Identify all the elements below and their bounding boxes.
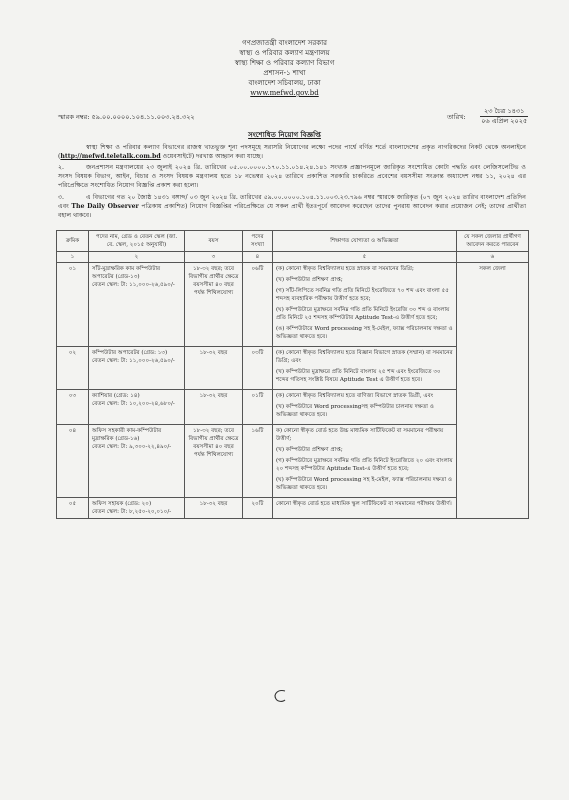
column-number-row xyxy=(57,252,529,263)
memo-number: স্মারক নম্বর: ৫৯.০০.০০০০.১০৪.১১.০০৩.২৪.৩২২ xyxy=(58,113,195,121)
paragraph-2-number: ২. xyxy=(58,164,64,171)
header-line-government: গণপ্রজাতন্ত্রী বাংলাদেশ সরকার xyxy=(242,39,327,47)
post-name: সাঁট-মুদ্রাক্ষরিক কাম কম্পিউটার অপারেটর (গ্রেড-১৩) xyxy=(92,266,161,280)
paragraph-2-text: জনপ্রশাসন মন্ত্রণালয়ের ২৩ জুলাই ২০২৪ খ্রি. তারিখের ০৫.০০.০০০০.১৭০.১১.০১৪.২৪.১৪১ সংখ্যক প্রজ্ঞাপনমূলে জারিকৃত সংশোধিত কোটা পদ্ধতি এবং লেজিসলেটিভ ও সংসদ বিষয়ক বিভাগ, আইন, বিচার ও সংসদ বিষয়ক মন্ত্রণালয় হতে ১৮ নভেম্বর ২০২৪ তারিখে প্রকাশিত সরকারি চাকরিতে প্রবেশের বয়সসীমা সংক্রান্ত অধ্যাদেশ নম্বর ১১, ২০২৪ এর পরিপ্রেক্ষিতে সংশোধিত নিয়োগ বিজ্ঞপ্তি প্রকাশ করা হলো। xyxy=(58,164,526,189)
post-scale: বেতন স্কেল: টা: ৯,৩০০-২২,৪৯০/- xyxy=(92,444,172,450)
date-block xyxy=(480,107,528,126)
post-scale: বেতন স্কেল: টা: ১০,২০০-২৪,৬৮০/- xyxy=(92,401,175,407)
header-qualification: শিক্ষাগত যোগ্যতা ও অভিজ্ঞতা xyxy=(273,231,457,252)
handwritten-initial-icon xyxy=(270,688,292,704)
header-district: যে সকল জেলার প্রার্থীগণ আবেদন করতে পারবেন xyxy=(457,231,529,252)
header-line-division: স্বাস্থ্য শিক্ষা ও পরিবার কল্যাণ বিভাগ xyxy=(234,59,335,67)
paragraph-1-tail: ওয়েবসাইটে) দরখাস্ত আহ্বান করা যাচ্ছে। xyxy=(160,153,263,160)
newspaper-name: The Daily Observer xyxy=(71,203,139,210)
qualification-item: (গ) কম্পিউটারে মুদ্রাক্ষরে সর্বনিম্ন গতি প্রতি মিনিটে ইংরেজিতে ২০ এবং বাংলায় ২০ শব্দসহ কম্পিউটার Aptitude Test-এ উত্তীর্ণ হতে হবে; xyxy=(276,458,453,472)
row-serial: ০৩ xyxy=(57,390,89,425)
qualification-item: (ক) কোনো স্বীকৃত বিশ্ববিদ্যালয় হতে বাণিজ্য বিভাগে স্নাতক ডিগ্রী, এবং xyxy=(276,393,434,399)
qualification-item: (ঘ) কম্পিউটারে মুদ্রাক্ষরে সর্বনিম্ন গতি প্রতি মিনিটে ইংরেজি ৩০ শব্দ ও বাংলায় প্রতি মিনিটে ২৫ শব্দসহ কম্পিউটার Aptitude Test-এ উত্তীর্ণ হতে হবে; xyxy=(276,307,450,321)
column-number: ৬ xyxy=(457,252,529,263)
header-post: পদের নাম, গ্রেড ও বেতন স্কেল (জা. বে. স্কেল, ২০১৫ অনুযায়ী) xyxy=(89,231,185,252)
row-serial: ০৫ xyxy=(57,498,89,519)
post-scale: বেতন স্কেল: টা: ১১,০০০-২৬,৫৯০/- xyxy=(92,282,175,288)
row-post xyxy=(89,347,185,390)
row-qualification xyxy=(273,498,457,519)
qualification-item: (ঘ) কম্পিউটারে Word processing সহ ই-মেইল, ফ্যাক্স পরিচালনায় দক্ষতা ও অভিজ্ঞতা থাকতে হবে। xyxy=(276,477,452,491)
paragraph-3-number: ৩. xyxy=(58,194,64,201)
row-count: ১৬টি xyxy=(243,425,273,498)
recruitment-table xyxy=(56,230,529,519)
row-age: ১৮-৩২ বছর; তবে বিভাগীয় প্রার্থীর ক্ষেত্রে বয়সসীমা ৪০ বছর পর্যন্ত শিথিলযোগ্য xyxy=(185,263,243,347)
row-serial: ০৪ xyxy=(57,425,89,498)
paragraph-3-text-b: পত্রিকায় প্রকাশিত) নিয়োগ বিজ্ঞপ্তির পরিপ্রেক্ষিতে যে সকল প্রার্থী ইতঃপূর্বে আবেদন করেছেন তাদের পুনরায় আবেদন করার প্রয়োজন নেই; তাদের প্রার্থীতা বহাল থাকবে। xyxy=(58,203,526,219)
post-scale: বেতন স্কেল: টা: ৮,২৫০-২০,০১০/- xyxy=(92,509,172,515)
header-age: বয়স xyxy=(185,231,243,252)
qualification-item: (গ) সাঁট-লিপিতে সর্বনিম্ন গতি প্রতি মিনিটে ইংরেজিতে ৭০ শব্দ এবং বাংলা ৫৫ শব্দসহ ব্যবহারিক পরীক্ষায় উত্তীর্ণ হতে হবে; xyxy=(276,288,449,302)
row-qualification xyxy=(273,347,457,390)
column-number: ৫ xyxy=(273,252,457,263)
row-qualification xyxy=(273,390,457,425)
header-line-branch: প্রশাসন-১ শাখা xyxy=(263,69,306,77)
post-name: অফিস সহকারী কাম-কম্পিউটার মুদ্রাক্ষরিক (গ্রেড-১৬) xyxy=(92,428,162,442)
column-number: ২ xyxy=(89,252,185,263)
date-english: ০৬ এপ্রিল ২০২৫ xyxy=(481,117,528,125)
table-row xyxy=(57,263,529,347)
row-count: ০১টি xyxy=(243,390,273,425)
row-serial: ০২ xyxy=(57,347,89,390)
paragraph-3 xyxy=(58,193,526,220)
header-serial: ক্রমিক xyxy=(57,231,89,252)
row-qualification xyxy=(273,263,457,347)
row-count: ২০টি xyxy=(243,498,273,519)
header-line-ministry: স্বাস্থ্য ও পরিবার কল্যাণ মন্ত্রণালয় xyxy=(239,49,330,57)
row-serial: ০১ xyxy=(57,263,89,347)
qualification-item: (খ) কম্পিউটার প্রশিক্ষণ প্রাপ্ত; xyxy=(276,447,343,453)
row-post xyxy=(89,390,185,425)
row-post xyxy=(89,263,185,347)
row-age: ১৮-৩২ বছর xyxy=(185,347,243,390)
paragraph-2 xyxy=(58,163,526,190)
date-bangla: ২৩ চৈত্র ১৪৩১ xyxy=(480,107,528,117)
table-header-row xyxy=(57,231,529,252)
row-post xyxy=(89,425,185,498)
row-post xyxy=(89,498,185,519)
column-number: ৪ xyxy=(243,252,273,263)
date-label: তারিখ: xyxy=(447,113,466,121)
post-name: ক্যাশিয়ার (গ্রেড: ১৪) xyxy=(92,393,140,399)
header-line-address: বাংলাদেশ সচিবালয়, ঢাকা xyxy=(248,79,321,87)
qualification-item: কোনো স্বীকৃত বোর্ড হতে মাধ্যমিক স্কুল সার্টিফিকেট বা সমমানের পরীক্ষায় উত্তীর্ণ। xyxy=(276,501,452,507)
row-qualification xyxy=(273,425,457,498)
website-link[interactable]: www.mefwd.gov.bd xyxy=(250,89,319,97)
qualification-item: (ক) কোনো স্বীকৃত বিশ্ববিদ্যালয় হতে স্নাতক বা সমমানের ডিগ্রি; xyxy=(276,266,414,272)
paragraph-1 xyxy=(58,143,526,161)
post-name: কম্পিউটার অপারেটর (গ্রেড: ১৩) xyxy=(92,350,168,356)
qualification-item: (খ) কম্পিউটারে Word processingসহ কম্পিউটার চালনায় দক্ষতা ও অভিজ্ঞতা থাকতে হবে। xyxy=(276,404,434,418)
column-number: ১ xyxy=(57,252,89,263)
subject-title: সংশোধিত নিয়োগ বিজ্ঞপ্তি xyxy=(248,130,321,139)
qualification-item: (খ) কম্পিউটার মুদ্রাক্ষরে প্রতি মিনিটে বাংলায় ২৫ শব্দ এবং ইংরেজিতে ৩০ শব্দের গতিসহ সংশ্লিষ্ট বিষয়ে Aptitude Test এ উত্তীর্ণ হতে হবে। xyxy=(276,369,441,383)
post-name: অফিস সহায়ক (গ্রেড: ২০) xyxy=(92,501,152,507)
row-age: ১৮-৩২ বছর xyxy=(185,390,243,425)
row-age: ১৮-৩২ বছর; তবে বিভাগীয় প্রার্থীর ক্ষেত্রে বয়সসীমা ৪০ বছর পর্যন্ত শিথিলযোগ্য xyxy=(185,425,243,498)
teletalk-link[interactable]: http://mefwd.teletalk.com.bd xyxy=(60,153,161,160)
paragraph-3-text-a: এ বিভাগের গত ২০ জ্যৈষ্ঠ ১৪৩১ বঙ্গাব্দ/ ০৩ জুন ২০২৪ খ্রি. তারিখের ৫৯.০০.০০০০.১০৪.১১.০০৩.২৩.৭৯৬ নম্বর স্মারকে জারিকৃত (০৭ জুন ২০২৪ তারিখ বাংলাদেশ প্রতিদিন এবং xyxy=(58,194,526,210)
header-count: পদের সংখ্যা xyxy=(243,231,273,252)
row-count: ০৩টি xyxy=(243,347,273,390)
row-district: সকল জেলা xyxy=(457,263,529,519)
qualification-item: (ঙ) কম্পিউটারে Word processing সহ ই-মেইল, ফ্যাক্স পরিচালনায় দক্ষতা ও অভিজ্ঞতা থাকতে হবে। xyxy=(276,326,453,340)
qualification-item: (ক) কোনো স্বীকৃত বিশ্ববিদ্যালয় হতে বিজ্ঞান বিভাগে স্নাতক (সম্মান) বা সমমানের ডিগ্রি; এবং xyxy=(276,350,453,364)
letterhead xyxy=(0,38,569,98)
qualification-item: (খ) কম্পিউটার প্রশিক্ষণ প্রাপ্ত; xyxy=(276,277,343,283)
post-scale: বেতন স্কেল: টা: ১১,০০০-২৬,৫৯০/- xyxy=(92,358,175,364)
row-count: ০৬টি xyxy=(243,263,273,347)
column-number: ৩ xyxy=(185,252,243,263)
row-age: ১৮-৩২ বছর xyxy=(185,498,243,519)
paragraph-1-text: স্বাস্থ্য শিক্ষা ও পরিবার কল্যাণ বিভাগের রাজস্ব খাতভুক্ত শূন্য পদসমূহে সরাসরি নিয়োগের লক্ষ্যে পদের পার্শ্বে বর্ণিত শর্তে বাংলাদেশের প্রকৃত নাগরিকদের নিকট থেকে অনলাইনে ( xyxy=(58,144,526,160)
qualification-item: ক) কোনো স্বীকৃত বোর্ড হতে উচ্চ মাধ্যমিক সার্টিফিকেট বা সমমানের পরীক্ষায় উত্তীর্ণ; xyxy=(276,428,444,442)
